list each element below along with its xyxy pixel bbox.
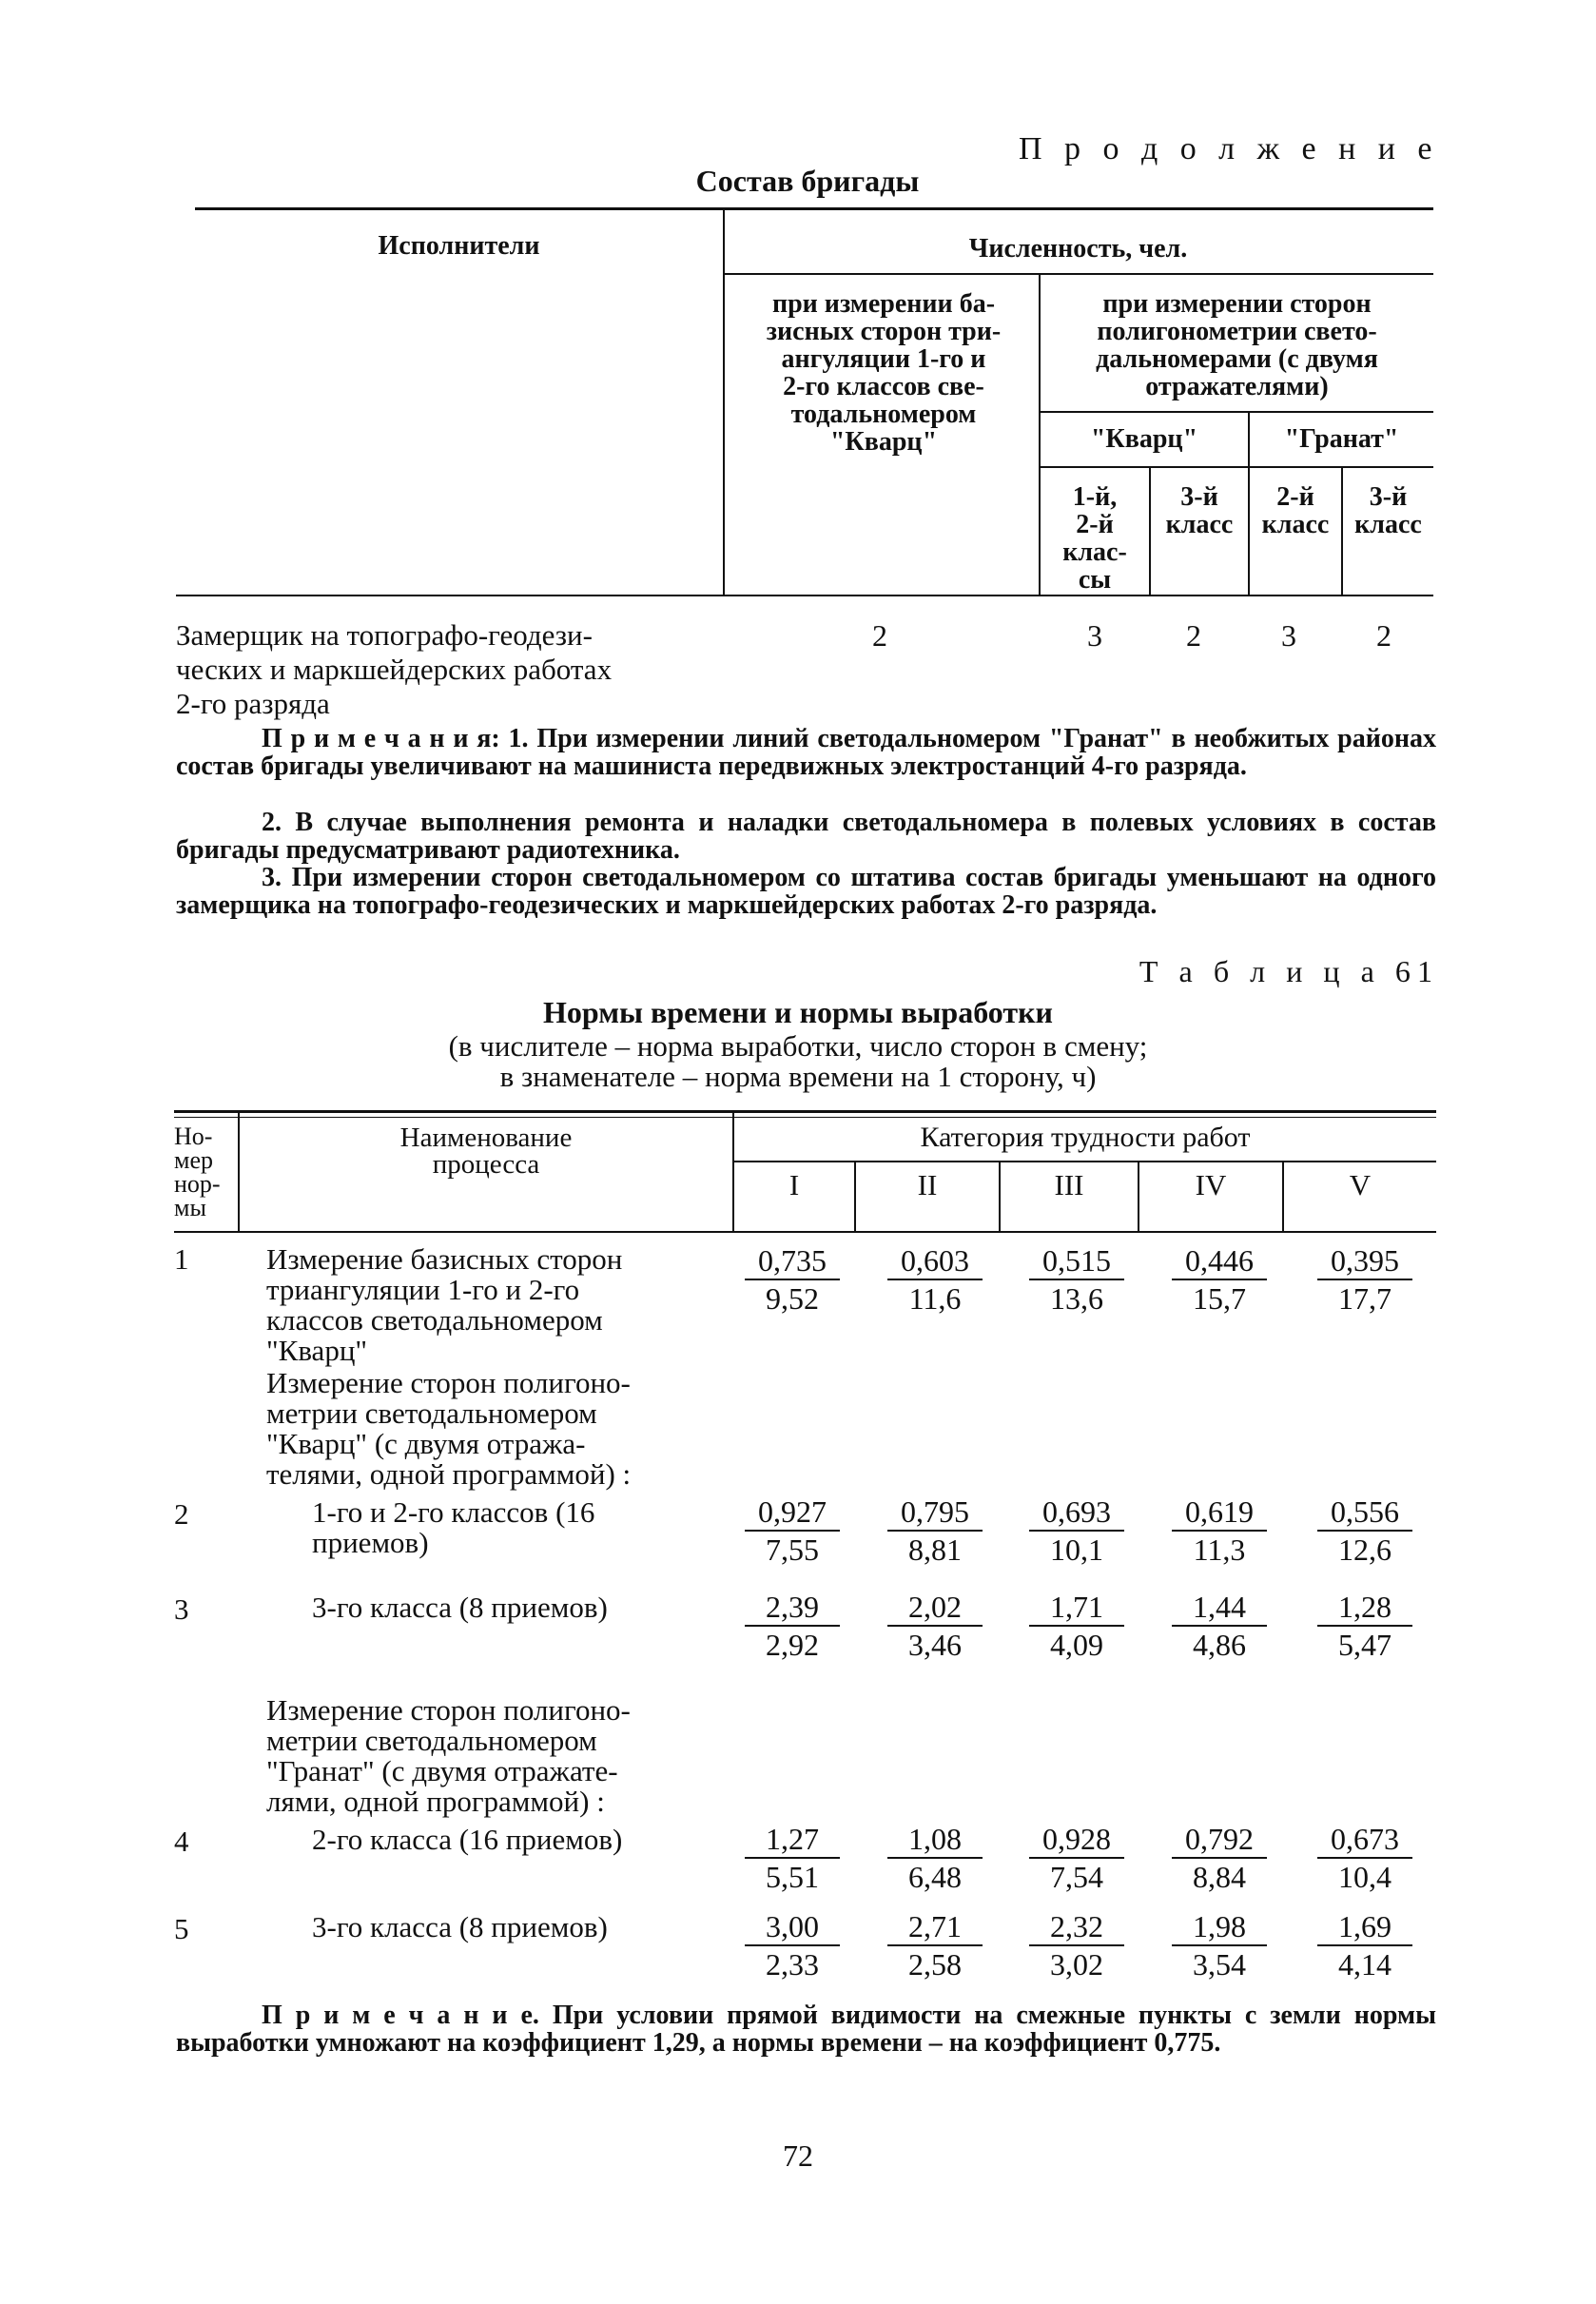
note-3: 3. При измерении сторон светодальномером со штатива состав бригады уменьшают на одного замерщика на топографо-геодезических и маркшейдерских работах 2-го разряда. [176, 863, 1436, 920]
col-number-header: Но- мер нор- мы [174, 1123, 221, 1221]
col-baseline-header: при измерении ба- зисных сторон три- ангуляции 1-го и 2-го классов све- тодальномером "Кварц" [766, 289, 1002, 457]
norm-value: $\frac{0,927}{7,55}$ [745, 1494, 840, 1568]
crew-value: 2 [872, 618, 887, 653]
norm-value: $\frac{0,619}{11,3}$ [1172, 1494, 1267, 1568]
crew-table-rule [1039, 411, 1433, 413]
crew-table-divider [723, 210, 725, 595]
crew-value: 3 [1281, 618, 1296, 653]
norm-value: $\frac{0,673}{10,4}$ [1317, 1821, 1412, 1895]
process-group-kvarts: Измерение сторон полигоно- метрии светодальномером "Кварц" (с двумя отража- телями, одной программой) : [266, 1366, 632, 1491]
class-granat-3: 3-й класс [1354, 482, 1422, 539]
process-group-granat: Измерение сторон полигоно- метрии светодальномером "Гранат" (с двумя отражате- лями, одной программой) : [266, 1693, 631, 1818]
norm-value: $\frac{2,32}{3,02}$ [1029, 1908, 1124, 1982]
table-61-top-rule [174, 1110, 1436, 1113]
crew-table-rule [1039, 466, 1433, 468]
process-name: Измерение базисных сторон триангуляции 1-го и 2-го классов светодальномером "Кварц" [266, 1242, 623, 1367]
table-61-label: Т а б л и ц а 61 [1139, 954, 1439, 988]
col-polygon-header: при измерении сторон полигонометрии свето- дальномерами (с двумя отражателями) [1096, 289, 1378, 401]
table-61-rule [732, 1161, 1436, 1162]
norm-value: $\frac{3,00}{2,33}$ [745, 1908, 840, 1982]
col-performers-header: Исполнители [378, 231, 540, 261]
process-name: 3-го класса (8 приемов) [312, 1910, 608, 1943]
kvarts-header: "Кварц" [1090, 424, 1198, 454]
norm-value: $\frac{1,69}{4,14}$ [1317, 1908, 1412, 1982]
row-number: 3 [174, 1592, 189, 1626]
process-name: 1-го и 2-го классов (16 приемов) [312, 1495, 595, 1559]
norm-value: $\frac{0,928}{7,54}$ [1029, 1821, 1124, 1895]
norm-value: $\frac{0,515}{13,6}$ [1029, 1242, 1124, 1317]
norm-value: $\frac{2,71}{2,58}$ [887, 1908, 983, 1982]
row-number: 4 [174, 1825, 189, 1858]
col-process-header: Наименование процесса [399, 1123, 573, 1180]
norm-value: $\frac{1,44}{4,86}$ [1172, 1589, 1267, 1663]
note-2: 2. В случае выполнения ремонта и наладки светодальномера в полевых условиях в состав бригады предусматривают радиотехника. [176, 808, 1436, 865]
class-kvarts-1-2: 1-й, 2-й клас- сы [1062, 482, 1127, 595]
crew-table-bottom-rule [176, 595, 1433, 596]
continuation-label: П р о д о л ж е н и е [1019, 131, 1439, 166]
norm-value: $\frac{1,98}{3,54}$ [1172, 1908, 1267, 1982]
crew-value: 2 [1376, 618, 1392, 653]
row-number: 1 [174, 1242, 189, 1276]
process-name: 3-го класса (8 приемов) [312, 1591, 608, 1624]
norm-value: $\frac{1,08}{6,48}$ [887, 1821, 983, 1895]
category-IV: IV [1195, 1168, 1227, 1201]
norm-value: $\frac{0,603}{11,6}$ [887, 1242, 983, 1317]
norm-value: $\frac{0,735}{9,52}$ [745, 1242, 840, 1317]
norm-value: $\frac{0,556}{12,6}$ [1317, 1494, 1412, 1568]
note-1: П р и м е ч а н и я: 1. При измерении линий светодальномером "Гранат" в необжитых районах состав бригады увеличивают на машиниста передвижных электростанций 4-го разряда. [176, 724, 1437, 781]
norm-value: $\frac{0,693}{10,1}$ [1029, 1494, 1124, 1568]
granat-header: "Гранат" [1284, 424, 1399, 454]
crew-table-rule [723, 273, 1433, 275]
table-61-subtitle: (в числителе – норма выработки, число сторон в смену; [448, 1029, 1148, 1063]
crew-value: 3 [1087, 618, 1102, 653]
table-61-note: П р и м е ч а н и е. При условии прямой видимости на смежные пункты с земли нормы выработки умножают на коэффициент 1,29, а нормы времени – на коэффициент 0,775. [176, 2001, 1436, 2058]
class-kvarts-3: 3-й класс [1165, 482, 1234, 539]
norm-value: $\frac{0,792}{8,84}$ [1172, 1821, 1267, 1895]
crew-table-top-rule [195, 207, 1433, 210]
norm-value: $\frac{2,39}{2,92}$ [745, 1589, 840, 1663]
category-III: III [1054, 1168, 1084, 1201]
category-II: II [917, 1168, 938, 1201]
class-granat-2: 2-й класс [1261, 482, 1330, 539]
norm-value: $\frac{0,395}{17,7}$ [1317, 1242, 1412, 1317]
col-category-header: Категория трудности работ [920, 1122, 1251, 1153]
table-61-header-rule [174, 1231, 1436, 1233]
col-count-header: Численность, чел. [968, 234, 1188, 264]
norm-value: $\frac{0,446}{15,7}$ [1172, 1242, 1267, 1317]
norm-value: $\frac{2,02}{3,46}$ [887, 1589, 983, 1663]
table-61-subtitle: в знаменателе – норма времени на 1 сторону, ч) [499, 1060, 1097, 1093]
crew-title: Состав бригады [695, 164, 920, 198]
notes-label: П р и м е ч а н и я: [262, 724, 500, 753]
norm-value: $\frac{1,27}{5,51}$ [745, 1821, 840, 1895]
norm-value: $\frac{0,795}{8,81}$ [887, 1494, 983, 1568]
category-V: V [1349, 1168, 1372, 1201]
table-61-top-rule [174, 1117, 1436, 1118]
category-I: I [788, 1168, 800, 1201]
crew-row-name: Замерщик на топографо-геодези- ческих и маркшейдерских работах 2-го разряда [176, 618, 613, 720]
norm-value: $\frac{1,28}{5,47}$ [1317, 1589, 1412, 1663]
page-number: 72 [783, 2138, 813, 2173]
process-name: 2-го класса (16 приемов) [312, 1823, 623, 1856]
norm-value: $\frac{1,71}{4,09}$ [1029, 1589, 1124, 1663]
row-number: 5 [174, 1912, 189, 1945]
crew-value: 2 [1186, 618, 1201, 653]
table-61-title: Нормы времени и нормы выработки [543, 995, 1053, 1029]
row-number: 2 [174, 1497, 189, 1531]
